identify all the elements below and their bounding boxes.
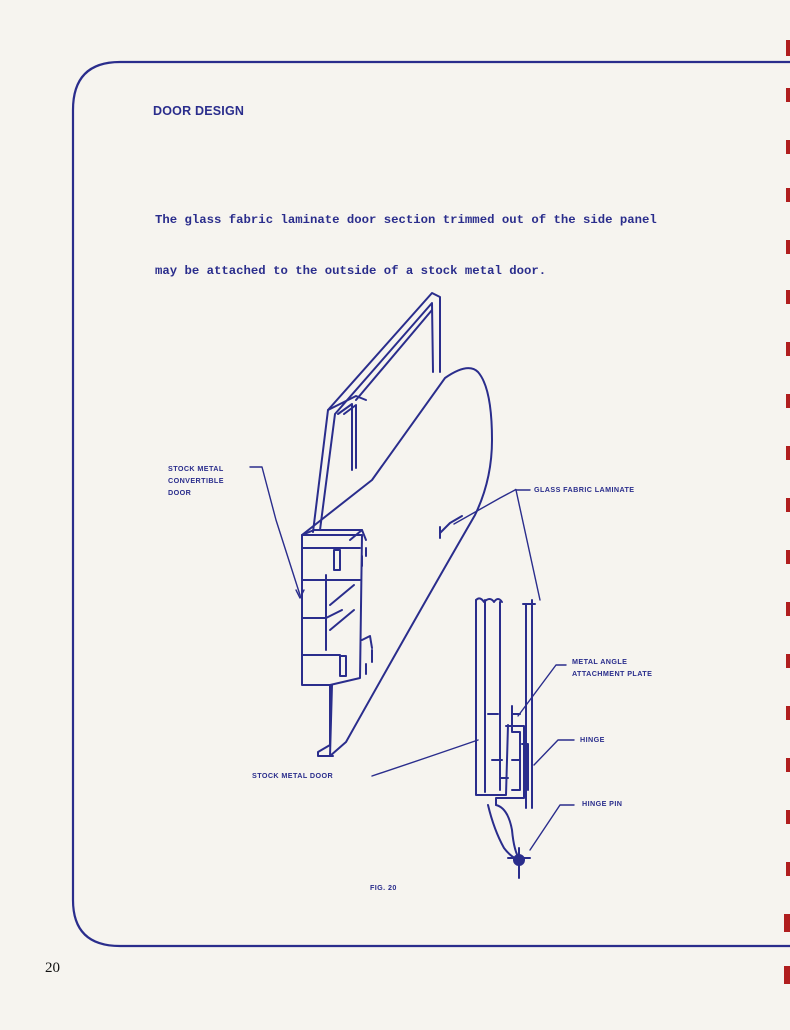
- label-stock-convertible-line-2: CONVERTIBLE: [168, 476, 224, 485]
- label-stock-metal-door-text: STOCK METAL DOOR: [252, 771, 334, 780]
- label-hinge-pin-text: HINGE PIN: [582, 799, 623, 808]
- label-stock-convertible-door: [168, 463, 224, 499]
- binding-marks: [784, 40, 790, 984]
- intro-line-2: may be attached to the outside of a stock metal door.: [155, 264, 547, 278]
- figure-caption-text: FIG. 20: [370, 883, 397, 892]
- label-hinge-text: HINGE: [580, 735, 605, 744]
- stock-door-panel-drawing: [302, 530, 372, 756]
- label-metal-angle-line-1: METAL ANGLE: [572, 657, 628, 666]
- label-hinge: [580, 734, 605, 746]
- hinge-pin-dot: [514, 855, 524, 865]
- intro-line-1: The glass fabric laminate door section trimmed out of the side panel: [155, 213, 657, 227]
- label-glass-fabric-text: GLASS FABRIC LAMINATE: [534, 485, 635, 494]
- page-title: DOOR DESIGN: [153, 104, 245, 118]
- hinge-cross-section: [476, 598, 535, 878]
- label-metal-angle-line-2: ATTACHMENT PLATE: [572, 669, 653, 678]
- label-stock-convertible-line-1: STOCK METAL: [168, 464, 224, 473]
- label-hinge-pin: [582, 798, 622, 810]
- label-stock-convertible-line-3: DOOR: [168, 488, 192, 497]
- intro-paragraph: [155, 178, 657, 297]
- figure-caption: [370, 882, 397, 894]
- label-stock-metal-door: [252, 770, 333, 782]
- page-number: 20: [45, 960, 60, 976]
- label-metal-angle-plate: [572, 656, 652, 680]
- label-glass-fabric-laminate: [534, 484, 635, 496]
